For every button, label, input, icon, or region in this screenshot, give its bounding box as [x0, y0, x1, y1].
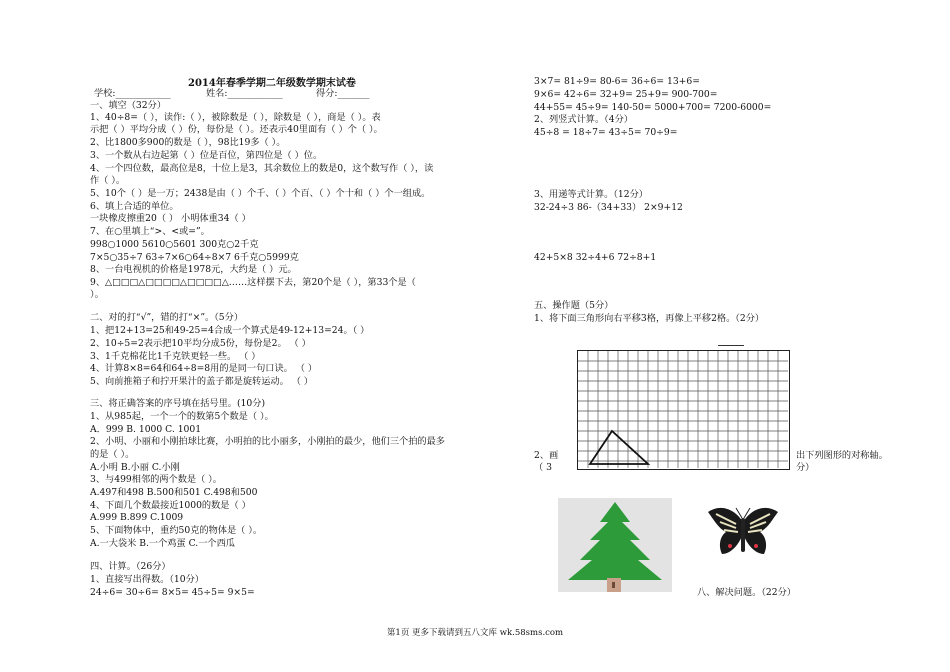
question-line: ）。: [90, 289, 104, 300]
question-line: 2、10÷5=2表示把10平均分成5份，每份是2。 （ ）: [90, 338, 311, 349]
question-line: 作（ ）。: [90, 175, 126, 186]
question-line: 3、1千克棉花比1千克铁更轻一些。 （ ）: [90, 351, 261, 362]
question-line: 的是（ ）。: [90, 449, 135, 460]
question-line: 24÷6= 30÷6= 8×5= 45÷5= 9×5=: [90, 587, 255, 598]
question-line: 5、10个（ ）是一万；2438是由（ ）个千、（ ）个百、（ ）个十和（ ）个一组成。: [90, 188, 431, 199]
score-field: 得分:_______: [316, 88, 370, 99]
question-line: 1、从985起，一个一个的数第5个数是（ ）。: [90, 411, 274, 422]
question-line: 2、画: [534, 450, 559, 461]
question-line: 5、下面物体中，重约50克的物体是（ ）。: [90, 525, 263, 536]
question-line: 6、填上合适的单位。: [90, 201, 179, 212]
calc-row: 32-24÷3 86-（34+33） 2×9+12: [534, 202, 683, 213]
section-heading: 四、计算。（26分）: [90, 561, 171, 572]
question-line: 4、下面几个数最接近1000的数是（ ）: [90, 500, 251, 511]
question-line: 4、计算8×8=64和64÷8=8用的是同一句口诀。 （ ）: [90, 363, 318, 374]
question-line: 4、一个四位数，最高位是8，十位上是3，其余数位上的数是0，这个数写作（ ），读: [90, 163, 434, 174]
question-line: 1、40÷8=（ ），读作:（ ），被除数是（ ），除数是（ ），商是（ ）。表: [90, 112, 381, 123]
question-line: 2、比1800多900的数是（ ），98比19多（ ）。: [90, 137, 286, 148]
question-line: A.小明 B.小丽 C.小刚: [90, 462, 180, 473]
question-line: A．999 B. 1000 C. 1001: [90, 424, 202, 435]
calc-row: 45÷8 = 18÷7= 43÷5= 70÷9=: [534, 127, 678, 138]
divider: [718, 345, 744, 346]
section-heading: 八、解决问题。（22分）: [697, 587, 796, 598]
question-line: 998○1000 5610○5601 300克○2千克: [90, 239, 259, 250]
butterfly-icon: [700, 502, 786, 566]
question-line: 2、列竖式计算。（4分）: [534, 114, 633, 125]
question-line: 出下列图形的对称轴。: [796, 450, 888, 461]
name-field: 姓名:____________: [206, 88, 283, 99]
question-line: A.一大袋米 B.一个鸡蛋 C.一个西瓜: [90, 538, 235, 549]
section-heading: 一、填空（32分）: [90, 100, 167, 111]
section-heading: 二、对的打“√”，错的打“×”。（5分）: [90, 312, 244, 323]
page-footer: 第1页 更多下载请到五八文库 wk.58sms.com: [386, 628, 564, 638]
calc-row: 42+5×8 32÷4+6 72÷8+1: [534, 252, 657, 263]
calc-row: 3×7= 81÷9= 80-6= 36÷6= 13+6=: [534, 76, 700, 87]
question-line: 分）: [796, 462, 815, 473]
question-line: A.497和498 B.500和501 C.498和500: [90, 487, 258, 498]
question-line: 5、向前推箱子和拧开果汁的盖子都是旋转运动。 （ ）: [90, 376, 313, 387]
question-line: A.999 B.899 C.1009: [90, 512, 184, 523]
question-line: 8、一台电视机的价格是1978元，大约是（ ）元。: [90, 264, 297, 275]
pine-tree-icon: [558, 498, 672, 592]
question-line: 1、将下面三角形向右平移3格，再像上平移2格。（2分）: [534, 313, 765, 324]
question-line: 一块橡皮擦重20（ ） 小明体重34（ ）: [90, 213, 251, 224]
question-line: （ 3: [534, 462, 552, 473]
question-line: 3、用递等式计算。（12分）: [534, 189, 648, 200]
calc-row: 44+55= 45÷9= 140-50= 5000+700= 7200-6000=: [534, 102, 772, 113]
question-line: 1、直接写出得数。（10分）: [90, 574, 204, 585]
square-grid: [577, 350, 790, 470]
section-heading: 三、将正确答案的序号填在括号里。(10分): [90, 398, 266, 409]
question-line: 7、在○里填上“>、<或=”。: [90, 226, 210, 237]
question-line: 2、小明、小丽和小刚拍球比赛，小明拍的比小丽多，小刚拍的最少，他们三个拍的最多: [90, 436, 445, 447]
grid-svg: [578, 351, 788, 468]
section-heading: 五、操作题（5分）: [534, 300, 614, 311]
school-field: 学校:____________: [94, 88, 171, 99]
question-line: 7×5○35÷7 63÷7×6○64÷8×7 6千克○5999克: [90, 252, 299, 263]
question-line: 9、△□□□△□□□□△□□□□△……这样摆下去，第20个是（ ），第33个是（: [90, 277, 416, 288]
calc-row: 9×6= 42÷6= 32+9= 25+9= 900-700=: [534, 89, 718, 100]
question-line: 3、与499相邻的两个数是（ ）。: [90, 474, 222, 485]
triangle-shape: [590, 431, 648, 464]
exam-title: 2014年春季学期二年级数学期末试卷: [188, 78, 356, 89]
question-line: 1、把12+13=25和49-25=4合成一个算式是49-12+13=24。（ ）: [90, 325, 370, 336]
question-line: 示把（ ）平均分成（ ）份，每份是（ ）。还表示40里面有（ ）个（ ）。: [90, 124, 383, 135]
question-line: 3、一个数从右边起第（ ）位是百位，第四位是（ ）位。: [90, 150, 323, 161]
